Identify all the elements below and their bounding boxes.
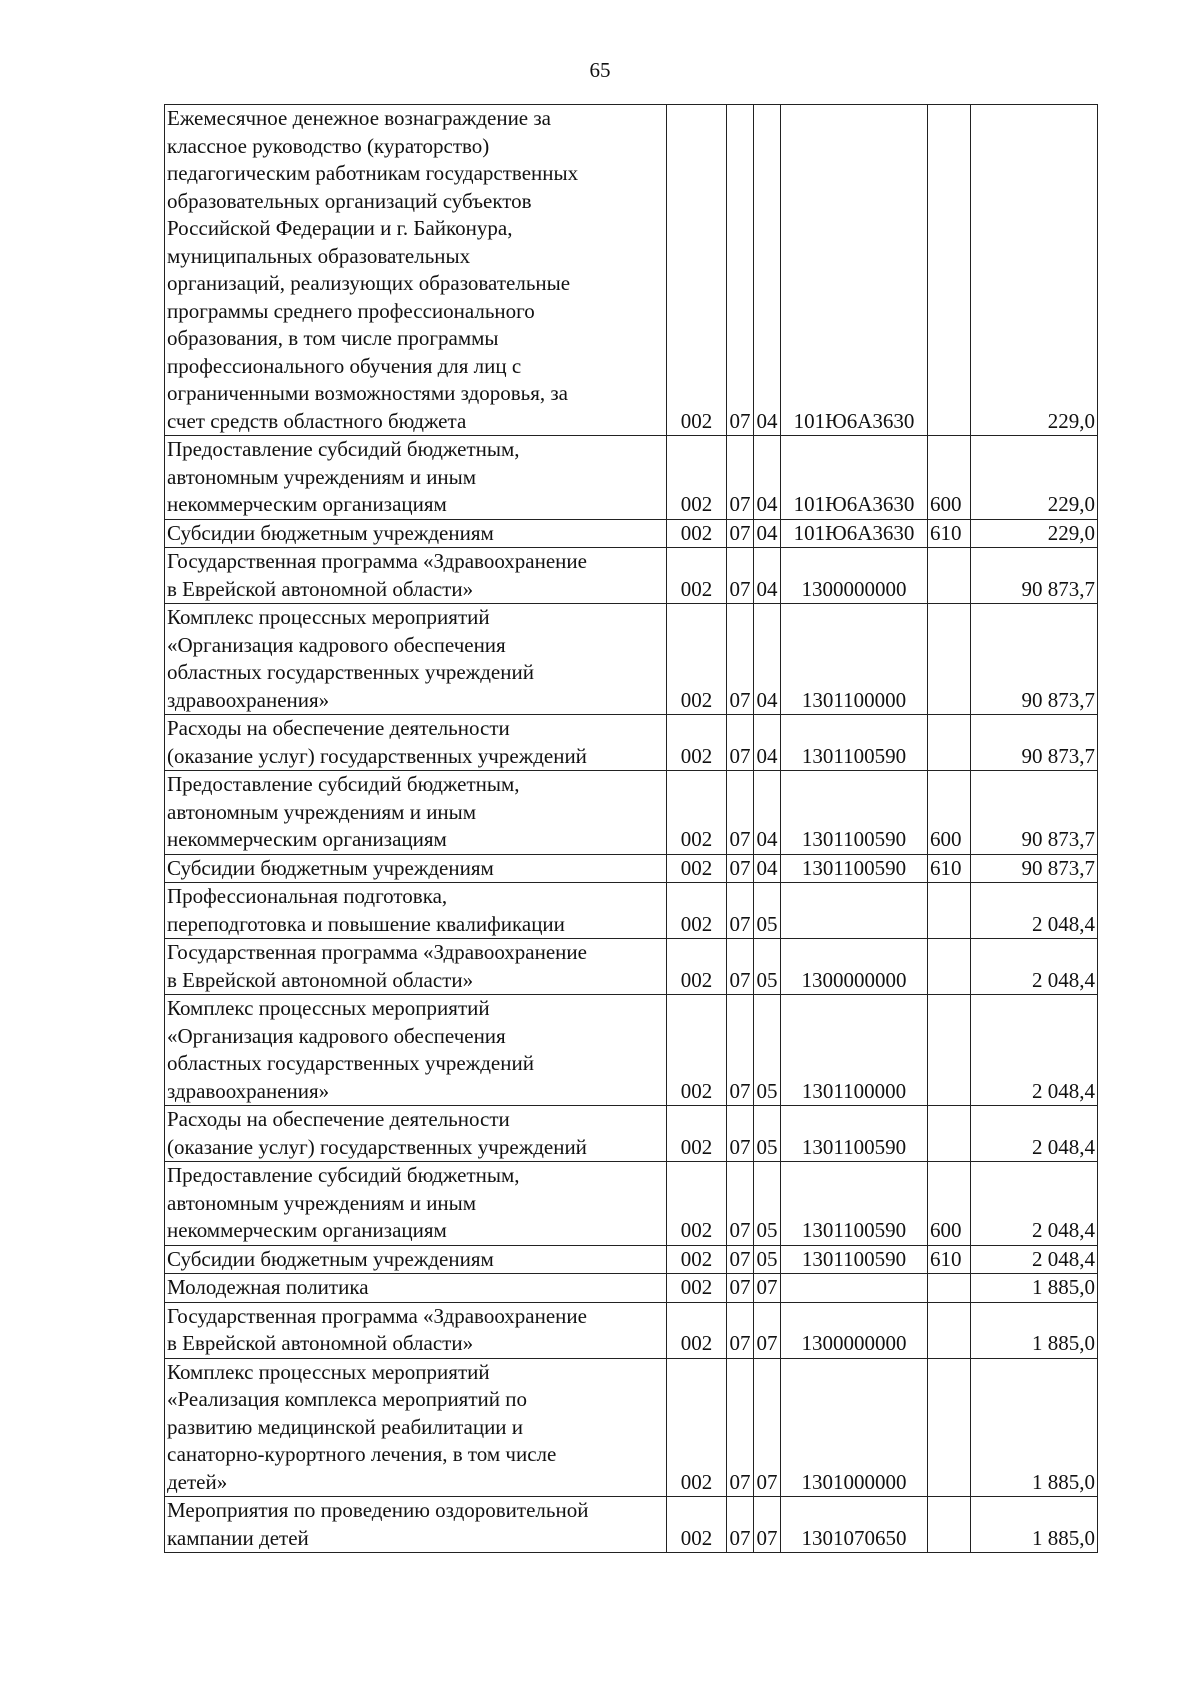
row-name-text: Государственная программа «Здравоохранение в Еврейской автономной области» bbox=[167, 1303, 587, 1355]
row-name bbox=[165, 548, 667, 604]
row-sum: 90 873,7 bbox=[971, 854, 1098, 883]
row-subsection-code: 04 bbox=[754, 604, 781, 715]
row-name bbox=[165, 436, 667, 520]
row-grbs-code: 002 bbox=[667, 1274, 727, 1303]
table-row bbox=[165, 1302, 1098, 1358]
row-expense-type-code bbox=[928, 1302, 971, 1358]
row-name bbox=[165, 1274, 667, 1303]
table-row bbox=[165, 548, 1098, 604]
table-row bbox=[165, 1358, 1098, 1497]
row-name-text: Предоставление субсидий бюджетным, автономным учреждениям и иным некоммерческим организациям bbox=[167, 772, 520, 851]
row-target-item-code: 1301100590 bbox=[781, 1106, 928, 1162]
table-body bbox=[165, 105, 1098, 1553]
row-subsection-code: 04 bbox=[754, 548, 781, 604]
row-sum: 1 885,0 bbox=[971, 1274, 1098, 1303]
row-target-item-code: 1300000000 bbox=[781, 939, 928, 995]
row-name bbox=[165, 105, 667, 436]
row-target-item-code: 1301100000 bbox=[781, 604, 928, 715]
row-section-code: 07 bbox=[727, 854, 754, 883]
row-name bbox=[165, 1245, 667, 1274]
row-name-text: Субсидии бюджетным учреждениям bbox=[167, 855, 494, 880]
row-grbs-code: 002 bbox=[667, 1162, 727, 1246]
row-name bbox=[165, 1162, 667, 1246]
row-name-text: Субсидии бюджетным учреждениям bbox=[167, 1246, 494, 1271]
row-name bbox=[165, 995, 667, 1106]
row-section-code: 07 bbox=[727, 995, 754, 1106]
row-sum: 229,0 bbox=[971, 436, 1098, 520]
row-expense-type-code bbox=[928, 604, 971, 715]
table-row bbox=[165, 519, 1098, 548]
row-target-item-code: 1300000000 bbox=[781, 1302, 928, 1358]
table-row bbox=[165, 1497, 1098, 1553]
row-name-text: Ежемесячное денежное вознаграждение за классное руководство (кураторство) педагогическим работникам государственных образовательных организаций субъектов Российской Федерации и г. Байконура, муниципальных образовательных организаций, реализующих образовательные программы среднего профессионального образования, в том числе программы профессионального обучения для лиц с ограниченными возможностями здоровья, за счет средств областного бюджета bbox=[167, 106, 579, 433]
row-name-text: Комплекс процессных мероприятий «Организация кадрового обеспечения областных государственных учреждений здравоохранения» bbox=[167, 996, 534, 1103]
row-section-code: 07 bbox=[727, 939, 754, 995]
row-expense-type-code: 600 bbox=[928, 771, 971, 855]
row-section-code: 07 bbox=[727, 1274, 754, 1303]
row-name bbox=[165, 1497, 667, 1553]
row-target-item-code bbox=[781, 883, 928, 939]
row-sum: 2 048,4 bbox=[971, 1106, 1098, 1162]
row-expense-type-code: 610 bbox=[928, 854, 971, 883]
table-row bbox=[165, 771, 1098, 855]
row-target-item-code: 1301100590 bbox=[781, 771, 928, 855]
row-subsection-code: 04 bbox=[754, 105, 781, 436]
row-sum: 1 885,0 bbox=[971, 1302, 1098, 1358]
row-name-text: Государственная программа «Здравоохранение в Еврейской автономной области» bbox=[167, 940, 587, 992]
row-grbs-code: 002 bbox=[667, 604, 727, 715]
row-grbs-code: 002 bbox=[667, 995, 727, 1106]
row-name bbox=[165, 604, 667, 715]
row-section-code: 07 bbox=[727, 1497, 754, 1553]
row-expense-type-code bbox=[928, 995, 971, 1106]
row-expense-type-code: 610 bbox=[928, 519, 971, 548]
row-target-item-code: 101Ю6А3630 bbox=[781, 105, 928, 436]
row-section-code: 07 bbox=[727, 519, 754, 548]
row-sum: 2 048,4 bbox=[971, 939, 1098, 995]
row-subsection-code: 04 bbox=[754, 519, 781, 548]
row-name bbox=[165, 939, 667, 995]
row-expense-type-code: 600 bbox=[928, 436, 971, 520]
table-row bbox=[165, 1245, 1098, 1274]
row-sum: 90 873,7 bbox=[971, 548, 1098, 604]
row-expense-type-code bbox=[928, 1274, 971, 1303]
table-row bbox=[165, 1162, 1098, 1246]
row-name bbox=[165, 1302, 667, 1358]
row-expense-type-code bbox=[928, 883, 971, 939]
table-row bbox=[165, 1106, 1098, 1162]
row-sum: 229,0 bbox=[971, 519, 1098, 548]
row-name bbox=[165, 854, 667, 883]
row-section-code: 07 bbox=[727, 1358, 754, 1497]
row-name bbox=[165, 519, 667, 548]
row-subsection-code: 05 bbox=[754, 939, 781, 995]
row-expense-type-code bbox=[928, 1106, 971, 1162]
row-name-text: Субсидии бюджетным учреждениям bbox=[167, 520, 494, 545]
budget-table bbox=[164, 104, 1098, 1553]
row-grbs-code: 002 bbox=[667, 1302, 727, 1358]
row-sum: 90 873,7 bbox=[971, 715, 1098, 771]
table-row bbox=[165, 854, 1098, 883]
row-name-text: Молодежная политика bbox=[167, 1275, 369, 1299]
row-section-code: 07 bbox=[727, 1162, 754, 1246]
table-row bbox=[165, 105, 1098, 436]
row-grbs-code: 002 bbox=[667, 1358, 727, 1497]
row-subsection-code: 05 bbox=[754, 1245, 781, 1274]
row-name bbox=[165, 771, 667, 855]
row-target-item-code: 1301100590 bbox=[781, 715, 928, 771]
table-row bbox=[165, 436, 1098, 520]
row-subsection-code: 05 bbox=[754, 883, 781, 939]
row-expense-type-code bbox=[928, 1358, 971, 1497]
table-row bbox=[165, 995, 1098, 1106]
row-section-code: 07 bbox=[727, 1302, 754, 1358]
row-expense-type-code: 600 bbox=[928, 1162, 971, 1246]
row-name-text: Профессиональная подготовка, переподготовка и повышение квалификации bbox=[167, 884, 565, 936]
row-grbs-code: 002 bbox=[667, 436, 727, 520]
row-grbs-code: 002 bbox=[667, 548, 727, 604]
row-sum: 90 873,7 bbox=[971, 604, 1098, 715]
row-target-item-code: 1301100590 bbox=[781, 854, 928, 883]
row-grbs-code: 002 bbox=[667, 771, 727, 855]
row-target-item-code: 101Ю6А3630 bbox=[781, 436, 928, 520]
row-target-item-code: 1301100000 bbox=[781, 995, 928, 1106]
row-target-item-code: 1301100590 bbox=[781, 1245, 928, 1274]
row-name-text: Предоставление субсидий бюджетным, автономным учреждениям и иным некоммерческим организациям bbox=[167, 437, 520, 516]
row-name-text: Расходы на обеспечение деятельности (оказание услуг) государственных учреждений bbox=[167, 716, 587, 768]
row-sum: 229,0 bbox=[971, 105, 1098, 436]
table-row bbox=[165, 1274, 1098, 1303]
row-section-code: 07 bbox=[727, 715, 754, 771]
row-expense-type-code: 610 bbox=[928, 1245, 971, 1274]
table-row bbox=[165, 939, 1098, 995]
row-subsection-code: 05 bbox=[754, 1162, 781, 1246]
row-grbs-code: 002 bbox=[667, 1245, 727, 1274]
row-name-text: Комплекс процессных мероприятий «Организация кадрового обеспечения областных государственных учреждений здравоохранения» bbox=[167, 605, 534, 712]
row-section-code: 07 bbox=[727, 1245, 754, 1274]
row-subsection-code: 07 bbox=[754, 1497, 781, 1553]
table-row bbox=[165, 883, 1098, 939]
row-name-text: Мероприятия по проведению оздоровительной кампании детей bbox=[167, 1498, 589, 1550]
row-subsection-code: 04 bbox=[754, 854, 781, 883]
row-sum: 2 048,4 bbox=[971, 1162, 1098, 1246]
row-sum: 90 873,7 bbox=[971, 771, 1098, 855]
row-section-code: 07 bbox=[727, 548, 754, 604]
row-subsection-code: 07 bbox=[754, 1274, 781, 1303]
row-sum: 2 048,4 bbox=[971, 883, 1098, 939]
row-grbs-code: 002 bbox=[667, 939, 727, 995]
row-name-text: Государственная программа «Здравоохранение в Еврейской автономной области» bbox=[167, 549, 587, 601]
row-subsection-code: 04 bbox=[754, 436, 781, 520]
row-name bbox=[165, 883, 667, 939]
row-target-item-code: 101Ю6А3630 bbox=[781, 519, 928, 548]
row-name bbox=[165, 1106, 667, 1162]
page-number: 65 bbox=[589, 58, 611, 82]
row-target-item-code: 1301100590 bbox=[781, 1162, 928, 1246]
row-expense-type-code bbox=[928, 548, 971, 604]
row-subsection-code: 05 bbox=[754, 1106, 781, 1162]
row-grbs-code: 002 bbox=[667, 1106, 727, 1162]
row-sum: 2 048,4 bbox=[971, 1245, 1098, 1274]
row-name-text: Предоставление субсидий бюджетным, автономным учреждениям и иным некоммерческим организациям bbox=[167, 1163, 520, 1242]
row-grbs-code: 002 bbox=[667, 883, 727, 939]
row-name bbox=[165, 715, 667, 771]
row-subsection-code: 04 bbox=[754, 715, 781, 771]
row-section-code: 07 bbox=[727, 771, 754, 855]
row-grbs-code: 002 bbox=[667, 105, 727, 436]
row-target-item-code: 1301000000 bbox=[781, 1358, 928, 1497]
row-subsection-code: 07 bbox=[754, 1302, 781, 1358]
row-sum: 1 885,0 bbox=[971, 1358, 1098, 1497]
row-expense-type-code bbox=[928, 1497, 971, 1553]
row-subsection-code: 04 bbox=[754, 771, 781, 855]
row-grbs-code: 002 bbox=[667, 519, 727, 548]
table-row bbox=[165, 715, 1098, 771]
row-grbs-code: 002 bbox=[667, 715, 727, 771]
row-sum: 1 885,0 bbox=[971, 1497, 1098, 1553]
row-expense-type-code bbox=[928, 939, 971, 995]
row-section-code: 07 bbox=[727, 604, 754, 715]
row-expense-type-code bbox=[928, 105, 971, 436]
row-grbs-code: 002 bbox=[667, 1497, 727, 1553]
row-name-text: Расходы на обеспечение деятельности (оказание услуг) государственных учреждений bbox=[167, 1107, 587, 1159]
row-name bbox=[165, 1358, 667, 1497]
row-subsection-code: 05 bbox=[754, 995, 781, 1106]
row-target-item-code bbox=[781, 1274, 928, 1303]
row-target-item-code: 1301070650 bbox=[781, 1497, 928, 1553]
row-section-code: 07 bbox=[727, 883, 754, 939]
row-target-item-code: 1300000000 bbox=[781, 548, 928, 604]
row-section-code: 07 bbox=[727, 105, 754, 436]
row-section-code: 07 bbox=[727, 1106, 754, 1162]
table-row bbox=[165, 604, 1098, 715]
row-grbs-code: 002 bbox=[667, 854, 727, 883]
row-name-text: Комплекс процессных мероприятий «Реализация комплекса мероприятий по развитию медицинской реабилитации и санаторно-курортного лечения, в том числе детей» bbox=[167, 1359, 557, 1494]
row-section-code: 07 bbox=[727, 436, 754, 520]
row-expense-type-code bbox=[928, 715, 971, 771]
row-subsection-code: 07 bbox=[754, 1358, 781, 1497]
row-sum: 2 048,4 bbox=[971, 995, 1098, 1106]
